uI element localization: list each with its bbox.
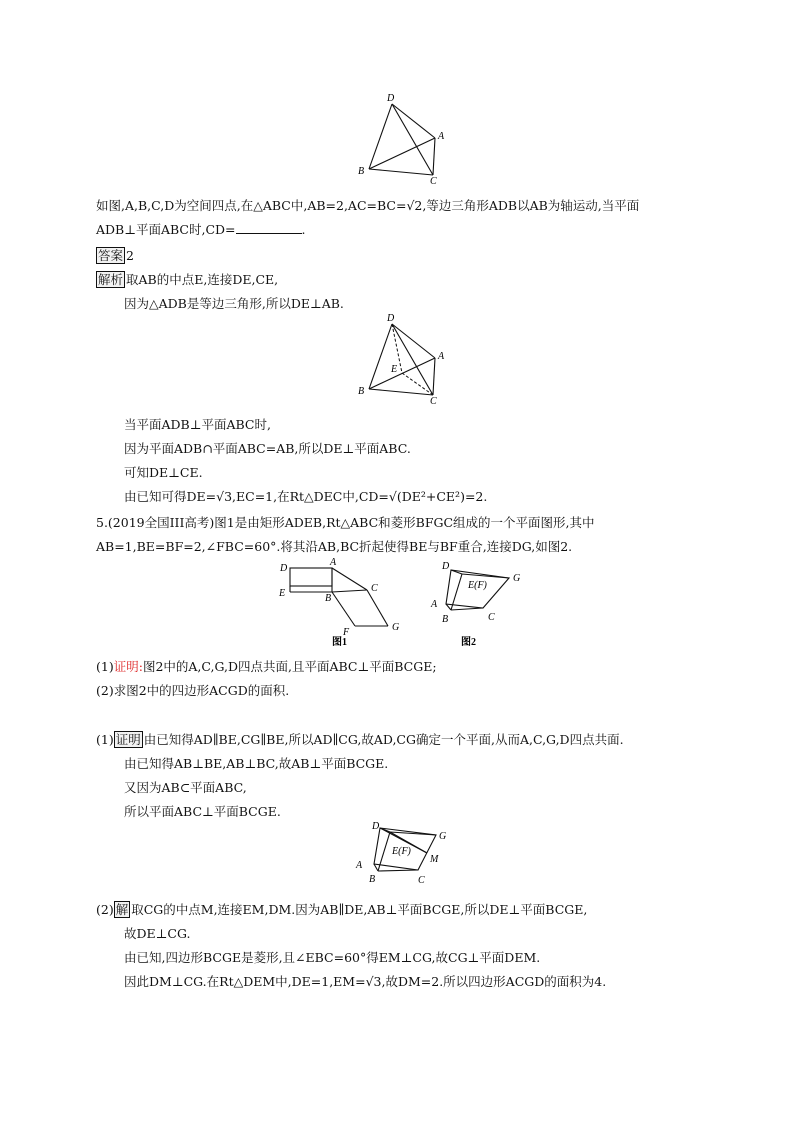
edge-bc xyxy=(332,590,367,592)
s2-text: 取CG的中点M,连接EM,DM.因为AB∥DE,AB⊥平面BCGE,所以DE⊥平面BCGE, xyxy=(131,902,588,917)
label-m: M xyxy=(430,854,439,865)
analysis-line3: 当平面ADB⊥平面ABC时, xyxy=(124,417,271,432)
label-b: B xyxy=(358,166,365,177)
solution1-line2: 由已知得AB⊥BE,AB⊥BC,故AB⊥平面BCGE. xyxy=(124,756,389,771)
analysis-line5: 可知DE⊥CE. xyxy=(124,465,203,480)
label-ef: E(F) xyxy=(468,580,487,591)
label-f: F xyxy=(343,627,350,638)
q1-text: 图2中的A,C,G,D四点共面,且平面ABC⊥平面BCGE; xyxy=(142,659,437,674)
label-d: D xyxy=(387,313,395,324)
label-b: B xyxy=(358,386,365,397)
analysis-line6: 由已知可得DE=√3,EC=1,在Rt△DEC中,CD=√(DE²+CE²)=2. xyxy=(124,489,488,504)
label-a: A xyxy=(438,131,445,142)
q1-prefix: (1) xyxy=(96,659,114,674)
edge-ac xyxy=(332,568,367,590)
label-c: C xyxy=(418,875,425,886)
figure-folded-midpoint xyxy=(352,822,452,892)
figure-tetrahedron xyxy=(340,92,470,187)
edge-ac xyxy=(433,138,435,175)
answer-value: 2 xyxy=(126,248,134,263)
edge-da xyxy=(392,324,435,358)
edge-cg xyxy=(367,590,388,626)
label-d: D xyxy=(372,821,380,832)
label-g: G xyxy=(439,831,447,842)
label-a: A xyxy=(431,599,438,610)
answer-blank xyxy=(236,222,302,234)
edge-da xyxy=(392,104,435,138)
problem4-text2-end: . xyxy=(301,222,306,237)
label-d: D xyxy=(387,93,395,104)
figure1-caption: 图1 xyxy=(332,637,347,648)
edge-bc xyxy=(451,608,483,610)
edge-ab xyxy=(374,864,378,871)
analysis-tag: 解析 xyxy=(98,272,124,287)
label-c: C xyxy=(430,176,437,187)
label-a: A xyxy=(356,860,363,871)
solution2-line4: 因此DM⊥CG.在Rt△DEM中,DE=1,EM=√3,故DM=2.所以四边形ACGD的面积为4. xyxy=(124,974,607,989)
q1-tag: 证明: xyxy=(113,659,143,674)
label-b: B xyxy=(442,614,449,625)
question2: (2)求图2中的四边形ACGD的面积. xyxy=(96,683,290,698)
edge-dc xyxy=(392,324,433,395)
analysis-text1: 取AB的中点E,连接DE,CE, xyxy=(126,272,279,287)
answer-line xyxy=(96,248,134,264)
label-d: D xyxy=(280,563,288,574)
answer-tag: 答案 xyxy=(98,248,124,263)
edge-bc xyxy=(378,870,418,871)
segment-ec xyxy=(402,373,433,395)
solution-tag: 解 xyxy=(115,902,129,917)
label-g: G xyxy=(513,573,521,584)
solution1-line4: 所以平面ABC⊥平面BCGE. xyxy=(124,804,281,819)
question1 xyxy=(96,659,437,675)
label-d: D xyxy=(442,561,450,572)
analysis-line1 xyxy=(96,272,278,288)
figure-folded xyxy=(428,558,528,650)
solution2-line3: 由已知,四边形BCGE是菱形,且∠EBC=60°得EM⊥CG,故CG⊥平面DEM. xyxy=(124,950,541,965)
rect-adeb-top xyxy=(290,568,332,586)
problem5-statement-line1: 5.(2019全国III高考)图1是由矩形ADEB,Rt△ABC和菱形BFGC组成的一个平面图形,其中 xyxy=(96,515,595,530)
label-a: A xyxy=(438,351,445,362)
edge-bc xyxy=(369,169,433,175)
edge-dc xyxy=(392,104,433,175)
label-a: A xyxy=(330,557,337,568)
label-b: B xyxy=(369,874,376,885)
s2-prefix: (2) xyxy=(96,902,114,917)
figure2-caption: 图2 xyxy=(461,637,476,648)
figure-tetrahedron-midpoint xyxy=(340,312,470,407)
edge-bc xyxy=(369,389,433,395)
solution2-line1 xyxy=(96,902,587,918)
edge-bf xyxy=(332,592,355,626)
problem5-statement-line2: AB=1,BE=BF=2,∠FBC=60°.将其沿AB,BC折起使得BE与BF重合,连接DG,如图2. xyxy=(96,539,573,554)
label-c: C xyxy=(488,612,495,623)
label-b: B xyxy=(325,593,332,604)
analysis-line4: 因为平面ADB∩平面ABC=AB,所以DE⊥平面ABC. xyxy=(124,441,411,456)
problem4-text2: ADB⊥平面ABC时,CD= xyxy=(96,222,236,237)
label-c: C xyxy=(430,396,437,407)
proof-tag: 证明 xyxy=(115,732,141,747)
analysis-line2: 因为△ADB是等边三角形,所以DE⊥AB. xyxy=(124,296,344,311)
s1-prefix: (1) xyxy=(96,732,114,747)
label-c: C xyxy=(371,583,378,594)
problem4-statement-line1: 如图,A,B,C,D为空间四点,在△ABC中,AB=2,AC=BC=√2,等边三角形ADB以AB为轴运动,当平面 xyxy=(96,198,640,213)
label-g: G xyxy=(392,622,400,633)
solution1-line3: 又因为AB⊂平面ABC, xyxy=(124,780,247,795)
solution1-line1 xyxy=(96,732,624,748)
edge-ac xyxy=(433,358,435,395)
figure-flat-net xyxy=(275,558,415,650)
label-e: E xyxy=(391,364,398,375)
label-ef: E(F) xyxy=(392,846,411,857)
problem4-statement-line2 xyxy=(96,222,306,238)
solution2-line2: 故DE⊥CG. xyxy=(124,926,191,941)
s1-text: 由已知得AD∥BE,CG∥BE,所以AD∥CG,故AD,CG确定一个平面,从而A,C,G,D四点共面. xyxy=(143,732,624,747)
label-e: E xyxy=(279,588,286,599)
